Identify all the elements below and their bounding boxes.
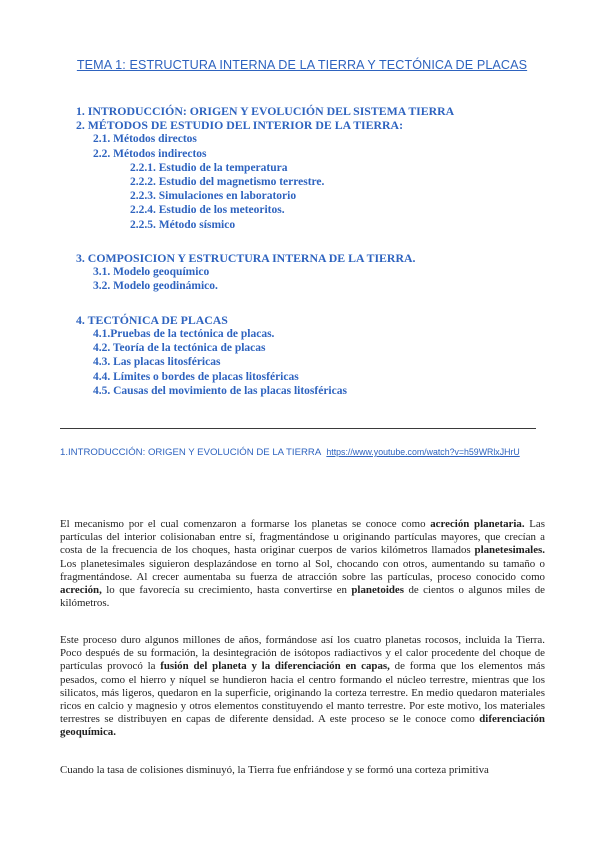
bold-term: fusión del planeta y la diferenciación en capas, <box>160 660 390 673</box>
paragraph-1 <box>60 518 545 610</box>
toc-item: 3. COMPOSICION Y ESTRUCTURA INTERNA DE LA TIERRA. <box>76 250 416 265</box>
bold-term: planetoides <box>351 584 405 597</box>
text-run: Cuando la tasa de colisiones disminuyó, la Tierra fue enfriándose y se formó una corteza primitiva <box>60 764 489 776</box>
section-heading <box>60 446 520 459</box>
youtube-link[interactable]: https://www.youtube.com/watch?v=h59WRlxJHrU <box>326 447 520 457</box>
toc-item: 3.1. Modelo geoquímico <box>93 266 210 279</box>
toc-item: 2.1. Métodos directos <box>93 133 197 146</box>
text-run: Las partículas del interior colisionaban entre sí, fragmentándose u originando partículas mayores, que crecían a costa de la frecuencia de los choques, hasta originar cuerpos de varios kilómetros llamados <box>60 518 545 557</box>
toc-item: 2.2.2. Estudio del magnetismo terrestre. <box>130 176 325 188</box>
bold-term: acreción planetaria. <box>430 518 525 530</box>
toc-item: 2.2.5. Método sísmico <box>130 218 236 231</box>
toc-item: 2.2. Métodos indirectos <box>93 147 207 160</box>
toc-item: 4.4. Límites o bordes de placas litosféricas <box>93 370 299 383</box>
toc-item: 4.3. Las placas litosféricas <box>93 356 221 369</box>
toc-item: 1. INTRODUCCIÓN: ORIGEN Y EVOLUCIÓN DEL SISTEMA TIERRA <box>76 104 455 118</box>
bold-term: acreción, <box>60 584 102 597</box>
page-title: TEMA 1: ESTRUCTURA INTERNA DE LA TIERRA Y TECTÓNICA DE PLACAS <box>76 58 528 72</box>
toc-item: 2. MÉTODOS DE ESTUDIO DEL INTERIOR DE LA TIERRA: <box>76 118 404 133</box>
paragraph-2 <box>60 634 545 740</box>
toc-item: 4.1.Pruebas de la tectónica de placas. <box>93 327 275 340</box>
toc-item: 4.2. Teoría de la tectónica de placas <box>93 342 266 355</box>
bold-term: planetesimales. <box>474 544 545 557</box>
toc-item: 2.2.3. Simulaciones en laboratorio <box>130 190 297 203</box>
bold-term: diferenciación geoquímica. <box>60 713 545 739</box>
toc-item: 3.2. Modelo geodinámico. <box>93 280 218 293</box>
paragraph-3 <box>60 764 545 777</box>
text-run: de cientos o algunos miles de kilómetros. <box>60 584 545 610</box>
toc-item: 4.5. Causas del movimiento de las placas litosféricas <box>93 384 347 397</box>
text-run: de forma que los elementos más pesados, como el hierro y níquel se hundieron hacia el centro formando el núcleo terrestre, mientras que los silicatos, más ligeros, quedaron en la superficie, originando la corteza terrestre. En medio quedaron materiales ricos en calcio y magnesio y otros elementos constituyendo el manto terrestre. Por este motivo, los materiales terrestres se distribuyen en capas de diferente densidad. A este proceso se le conoce como <box>60 660 545 726</box>
text-run: Este proceso duro algunos millones de años, formándose así los cuatro planetas rocosos, incluida la Tierra. Poco después de su formación, la desintegración de isótopos radiactivos y el calor procedente del choque de partículas provocó la <box>60 634 545 673</box>
section-heading-text: 1.INTRODUCCIÓN: ORIGEN Y EVOLUCIÓN DE LA TIERRA <box>60 447 321 458</box>
text-run: Los planetesimales siguieron desplazándose en torno al Sol, chocando con otros, aumentando su tamaño o fragmentándose. Al crecer aumentaba su fuerza de atracción sobre las partículas, proceso conocido como <box>60 557 545 583</box>
horizontal-divider <box>60 428 536 429</box>
toc-item: 2.2.4. Estudio de los meteoritos. <box>130 204 285 217</box>
text-run: El mecanismo por el cual comenzaron a formarse los planetas se conoce como <box>60 518 431 530</box>
toc-item: 4. TECTÓNICA DE PLACAS <box>76 312 228 327</box>
text-run: lo que favorecía su crecimiento, hasta convertirse en <box>101 584 352 597</box>
toc-item: 2.2.1. Estudio de la temperatura <box>130 161 288 174</box>
